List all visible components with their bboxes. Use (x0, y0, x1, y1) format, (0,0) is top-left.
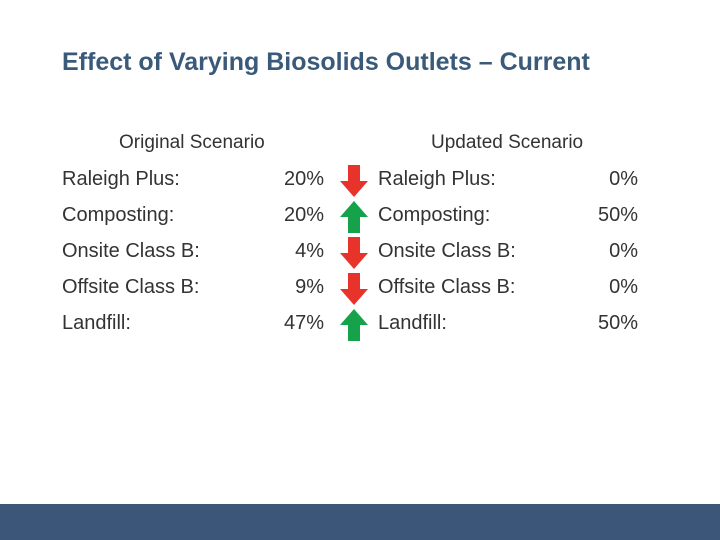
original-value: 20% (283, 204, 324, 226)
down-arrow-icon (338, 273, 370, 305)
updated-value: 0% (609, 276, 638, 298)
table-row (0, 199, 720, 235)
updated-value: 50% (597, 312, 638, 334)
updated-label: Composting: (378, 204, 491, 226)
up-arrow-icon (338, 201, 370, 233)
up-arrow-icon (338, 309, 370, 341)
original-value: 47% (283, 312, 324, 334)
slide-title: Effect of Varying Biosolids Outlets – Current (62, 48, 590, 76)
original-label: Composting: (62, 204, 175, 226)
footer-bar (0, 504, 720, 540)
updated-label: Onsite Class B: (378, 240, 516, 262)
original-label: Landfill: (62, 312, 131, 334)
updated-value: 0% (609, 168, 638, 190)
table-row (0, 307, 720, 343)
updated-label: Offsite Class B: (378, 276, 516, 298)
down-arrow-icon (338, 237, 370, 269)
original-label: Offsite Class B: (62, 276, 200, 298)
updated-value: 0% (609, 240, 638, 262)
original-label: Onsite Class B: (62, 240, 200, 262)
original-scenario-heading: Original Scenario (119, 132, 265, 153)
updated-label: Raleigh Plus: (378, 168, 496, 190)
updated-value: 50% (597, 204, 638, 226)
comparison-table (0, 163, 720, 343)
updated-scenario-heading: Updated Scenario (431, 132, 584, 153)
original-value: 9% (295, 276, 324, 298)
table-row (0, 235, 720, 271)
updated-label: Landfill: (378, 312, 447, 334)
original-label: Raleigh Plus: (62, 168, 180, 190)
table-row (0, 271, 720, 307)
down-arrow-icon (338, 165, 370, 197)
table-row (0, 163, 720, 199)
original-value: 20% (283, 168, 324, 190)
original-value: 4% (295, 240, 324, 262)
